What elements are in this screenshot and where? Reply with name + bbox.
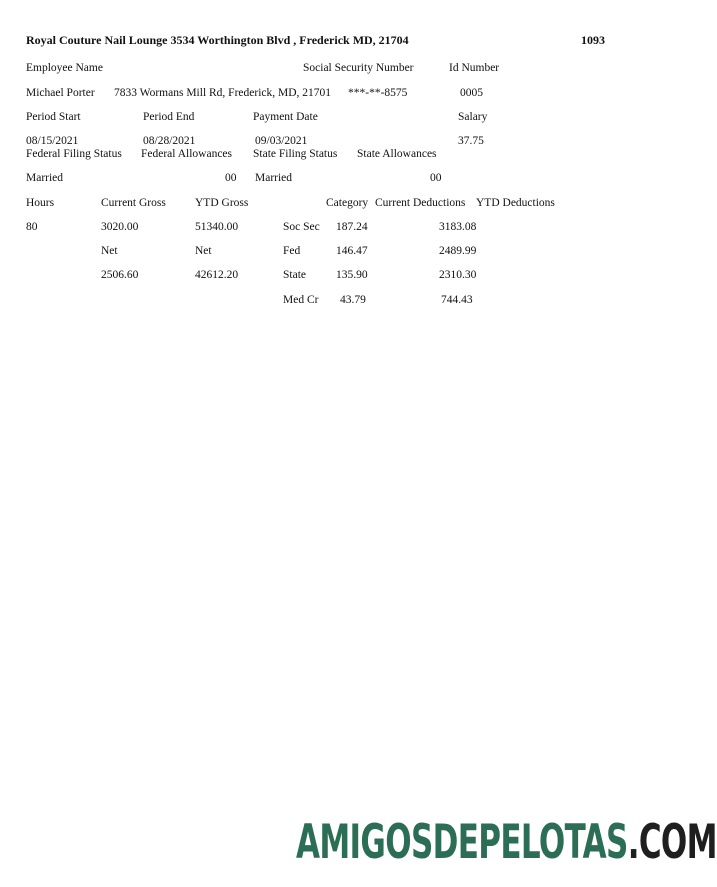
employee-name: Michael Porter [26, 87, 95, 99]
company-header: Royal Couture Nail Lounge 3534 Worthington Blvd , Frederick MD, 21704 [26, 33, 409, 47]
deduction-category: Fed [283, 245, 301, 257]
current-deductions-label: Current Deductions [375, 197, 466, 209]
salary-value: 37.75 [458, 135, 484, 147]
period-start-label: Period Start [26, 111, 81, 123]
deduction-current: 43.79 [340, 294, 366, 306]
deduction-ytd: 2310.30 [439, 269, 477, 281]
watermark-logo [296, 815, 717, 870]
deduction-current: 135.90 [336, 269, 368, 281]
payment-date: 09/03/2021 [255, 135, 308, 147]
deduction-category: Soc Sec [283, 221, 320, 233]
period-end-label: Period End [143, 111, 195, 123]
employee-address: 7833 Wormans Mill Rd, Frederick, MD, 21701 [114, 87, 332, 99]
deduction-current: 146.47 [336, 245, 368, 257]
ytd-gross-label: YTD Gross [195, 197, 249, 209]
ssn-label: Social Security Number [303, 62, 414, 74]
state-filing-status-label: State Filing Status [253, 148, 338, 160]
category-label: Category [326, 197, 369, 209]
deduction-ytd: 744.43 [441, 294, 473, 306]
employee-id: 0005 [460, 87, 483, 99]
state-allowances: 00 [430, 172, 442, 184]
watermark-domain: .COM [627, 815, 717, 870]
state-filing-status: Married [255, 172, 293, 184]
net-value: 2506.60 [101, 269, 139, 281]
current-gross-value: 3020.00 [101, 221, 139, 233]
deduction-ytd: 3183.08 [439, 221, 477, 233]
deduction-ytd: 2489.99 [439, 245, 477, 257]
ytd-gross-value: 51340.00 [195, 221, 239, 233]
federal-allowances-label: Federal Allowances [141, 148, 233, 160]
employee-name-label: Employee Name [26, 62, 103, 74]
ytd-net-label: Net [195, 245, 212, 257]
deduction-category: Med Cr [283, 294, 319, 306]
deduction-current: 187.24 [336, 221, 368, 233]
salary-label: Salary [458, 111, 488, 123]
hours-value: 80 [26, 221, 38, 233]
ytd-net-value: 42612.20 [195, 269, 239, 281]
period-start: 08/15/2021 [26, 135, 79, 147]
state-allowances-label: State Allowances [357, 148, 437, 160]
period-end: 08/28/2021 [143, 135, 196, 147]
federal-allowances: 00 [225, 172, 237, 184]
deduction-category: State [283, 269, 306, 281]
id-number-label: Id Number [449, 62, 500, 74]
net-label: Net [101, 245, 118, 257]
watermark-text: AMIGOSDEPELOTAS [296, 815, 628, 870]
employee-ssn: ***-**-8575 [348, 87, 408, 99]
federal-filing-status: Married [26, 172, 64, 184]
ytd-deductions-label: YTD Deductions [476, 197, 555, 209]
hours-label: Hours [26, 197, 55, 209]
federal-filing-status-label: Federal Filing Status [26, 148, 122, 160]
payment-date-label: Payment Date [253, 111, 318, 123]
current-gross-label: Current Gross [101, 197, 166, 209]
check-number: 1093 [581, 33, 605, 47]
